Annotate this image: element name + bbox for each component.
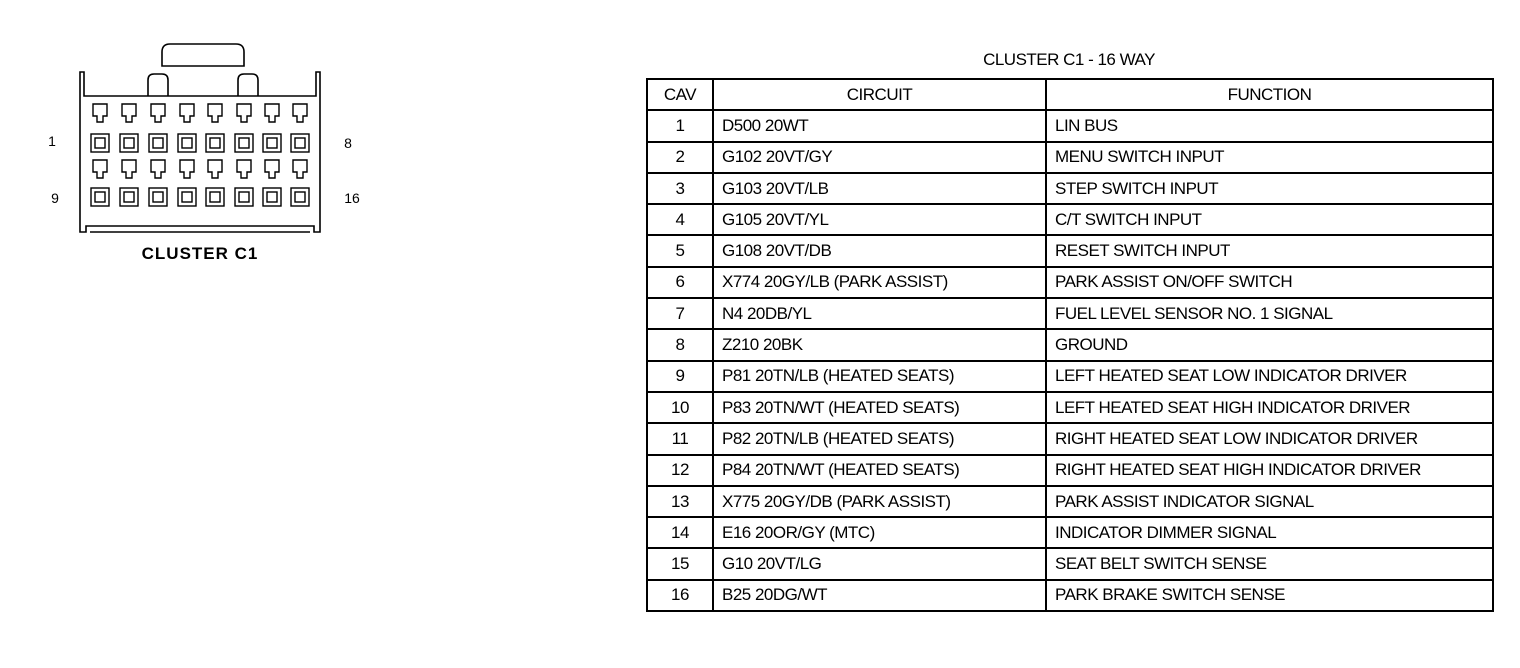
table-row: [647, 142, 1493, 173]
cell-function: PARK BRAKE SWITCH SENSE: [1046, 580, 1493, 611]
cavity-3: [149, 134, 167, 152]
cell-function: GROUND: [1046, 329, 1493, 360]
cavity-terminal-16: [295, 192, 305, 202]
table-header-row: [647, 79, 1493, 110]
cavity-10: [120, 188, 138, 206]
cell-function: MENU SWITCH INPUT: [1046, 142, 1493, 173]
cell-cav: 11: [647, 423, 713, 454]
cavity-lock-13: [208, 160, 222, 178]
cell-circuit: X774 20GY/LB (PARK ASSIST): [713, 267, 1046, 298]
cell-function: INDICATOR DIMMER SIGNAL: [1046, 517, 1493, 548]
cavity-1: [91, 134, 109, 152]
connector-housing: [80, 72, 320, 232]
cell-cav: 4: [647, 204, 713, 235]
table-row: [647, 486, 1493, 517]
cell-circuit: E16 20OR/GY (MTC): [713, 517, 1046, 548]
table-row: [647, 267, 1493, 298]
cavity-terminal-3: [153, 138, 163, 148]
cavity-11: [149, 188, 167, 206]
cell-circuit: G102 20VT/GY: [713, 142, 1046, 173]
table-row: [647, 392, 1493, 423]
pinout-table: [646, 78, 1494, 612]
cell-circuit: D500 20WT: [713, 110, 1046, 141]
cavity-lock-10: [122, 160, 136, 178]
connector-label: CLUSTER C1: [141, 244, 259, 263]
table-body: [647, 110, 1493, 611]
table-row: [647, 110, 1493, 141]
cavity-lock-6: [237, 104, 251, 122]
cell-function: SEAT BELT SWITCH SENSE: [1046, 548, 1493, 579]
cavity-lock-16: [293, 160, 307, 178]
cavity-lock-5: [208, 104, 222, 122]
cell-cav: 3: [647, 173, 713, 204]
pin-label-1: 1: [48, 133, 56, 149]
cell-circuit: P82 20TN/LB (HEATED SEATS): [713, 423, 1046, 454]
cavity-lock-11: [151, 160, 165, 178]
cavity-lock-7: [265, 104, 279, 122]
cavity-lock-15: [265, 160, 279, 178]
cell-circuit: P83 20TN/WT (HEATED SEATS): [713, 392, 1046, 423]
connector-cavities: [91, 104, 309, 206]
cell-circuit: Z210 20BK: [713, 329, 1046, 360]
cell-cav: 8: [647, 329, 713, 360]
cavity-2: [120, 134, 138, 152]
cell-cav: 10: [647, 392, 713, 423]
table-row: [647, 423, 1493, 454]
header-circuit: CIRCUIT: [713, 79, 1046, 110]
table-row: [647, 173, 1493, 204]
table-row: [647, 235, 1493, 266]
cavity-lock-12: [180, 160, 194, 178]
cell-cav: 7: [647, 298, 713, 329]
cavity-terminal-6: [239, 138, 249, 148]
cavity-terminal-4: [182, 138, 192, 148]
cavity-9: [91, 188, 109, 206]
connector-latch: [162, 44, 244, 66]
connector-latch-post-left: [148, 74, 168, 96]
cavity-lock-9: [93, 160, 107, 178]
cell-cav: 16: [647, 580, 713, 611]
pin-label-16: 16: [344, 190, 360, 206]
header-cav: CAV: [647, 79, 713, 110]
cell-function: PARK ASSIST INDICATOR SIGNAL: [1046, 486, 1493, 517]
table-row: [647, 361, 1493, 392]
cavity-lock-14: [237, 160, 251, 178]
cavity-terminal-13: [210, 192, 220, 202]
cavity-5: [206, 134, 224, 152]
cell-function: RIGHT HEATED SEAT LOW INDICATOR DRIVER: [1046, 423, 1493, 454]
table-row: [647, 548, 1493, 579]
cell-cav: 14: [647, 517, 713, 548]
cavity-terminal-9: [95, 192, 105, 202]
cell-circuit: P81 20TN/LB (HEATED SEATS): [713, 361, 1046, 392]
cell-cav: 2: [647, 142, 713, 173]
pin-label-9: 9: [51, 190, 59, 206]
cavity-14: [235, 188, 253, 206]
cavity-13: [206, 188, 224, 206]
cell-cav: 12: [647, 455, 713, 486]
cavity-12: [178, 188, 196, 206]
cavity-16: [291, 188, 309, 206]
cell-cav: 6: [647, 267, 713, 298]
cell-function: LEFT HEATED SEAT HIGH INDICATOR DRIVER: [1046, 392, 1493, 423]
table-row: [647, 580, 1493, 611]
table-row: [647, 455, 1493, 486]
cell-function: RIGHT HEATED SEAT HIGH INDICATOR DRIVER: [1046, 455, 1493, 486]
cell-cav: 15: [647, 548, 713, 579]
cell-function: STEP SWITCH INPUT: [1046, 173, 1493, 204]
cavity-lock-2: [122, 104, 136, 122]
cell-function: FUEL LEVEL SENSOR NO. 1 SIGNAL: [1046, 298, 1493, 329]
table-row: [647, 204, 1493, 235]
cavity-terminal-7: [267, 138, 277, 148]
table-row: [647, 298, 1493, 329]
cavity-15: [263, 188, 281, 206]
cavity-lock-3: [151, 104, 165, 122]
cavity-7: [263, 134, 281, 152]
cavity-terminal-12: [182, 192, 192, 202]
cavity-terminal-1: [95, 138, 105, 148]
cavity-6: [235, 134, 253, 152]
cavity-terminal-2: [124, 138, 134, 148]
connector-latch-post-right: [238, 74, 258, 96]
cell-function: PARK ASSIST ON/OFF SWITCH: [1046, 267, 1493, 298]
cell-circuit: B25 20DG/WT: [713, 580, 1046, 611]
cavity-lock-1: [93, 104, 107, 122]
table-row: [647, 329, 1493, 360]
cell-circuit: N4 20DB/YL: [713, 298, 1046, 329]
pin-label-8: 8: [344, 135, 352, 151]
cell-function: LEFT HEATED SEAT LOW INDICATOR DRIVER: [1046, 361, 1493, 392]
cavity-lock-4: [180, 104, 194, 122]
cell-circuit: G105 20VT/YL: [713, 204, 1046, 235]
header-function: FUNCTION: [1046, 79, 1493, 110]
cell-cav: 9: [647, 361, 713, 392]
cavity-terminal-8: [295, 138, 305, 148]
cell-circuit: G108 20VT/DB: [713, 235, 1046, 266]
cell-function: LIN BUS: [1046, 110, 1493, 141]
table-row: [647, 517, 1493, 548]
cavity-8: [291, 134, 309, 152]
cell-circuit: X775 20GY/DB (PARK ASSIST): [713, 486, 1046, 517]
cavity-terminal-5: [210, 138, 220, 148]
cell-circuit: G10 20VT/LG: [713, 548, 1046, 579]
cell-cav: 1: [647, 110, 713, 141]
connector-diagram: [30, 35, 390, 275]
cell-function: RESET SWITCH INPUT: [1046, 235, 1493, 266]
cell-cav: 13: [647, 486, 713, 517]
cavity-lock-8: [293, 104, 307, 122]
cavity-terminal-15: [267, 192, 277, 202]
cavity-terminal-11: [153, 192, 163, 202]
cavity-terminal-14: [239, 192, 249, 202]
cavity-terminal-10: [124, 192, 134, 202]
cell-circuit: G103 20VT/LB: [713, 173, 1046, 204]
cell-cav: 5: [647, 235, 713, 266]
cavity-4: [178, 134, 196, 152]
cell-circuit: P84 20TN/WT (HEATED SEATS): [713, 455, 1046, 486]
table-title: CLUSTER C1 - 16 WAY: [983, 50, 1155, 69]
cell-function: C/T SWITCH INPUT: [1046, 204, 1493, 235]
